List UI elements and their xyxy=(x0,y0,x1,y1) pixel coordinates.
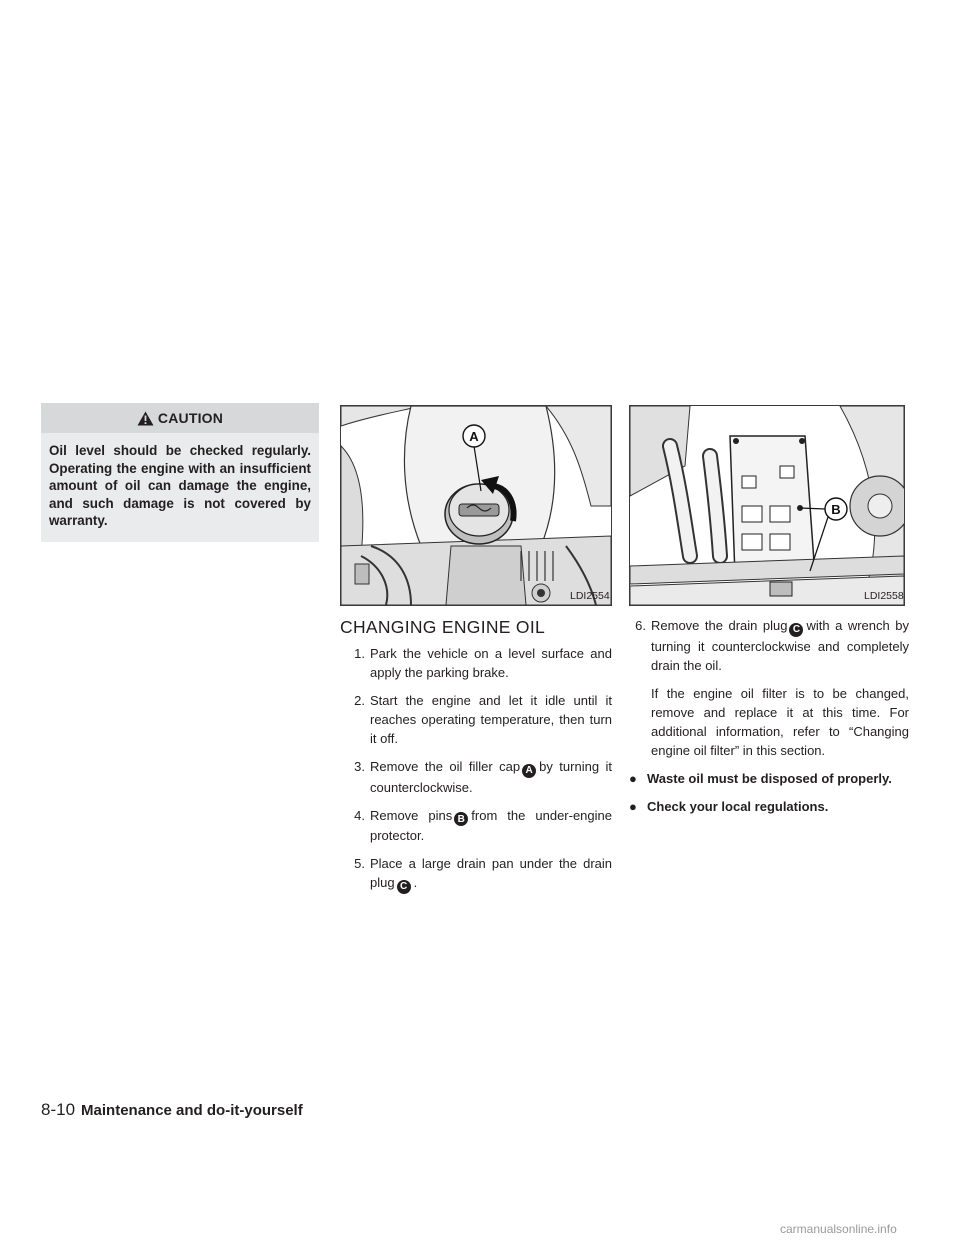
bullet-icon: ● xyxy=(629,770,637,786)
step-text-before: Remove pins xyxy=(370,807,453,823)
step-text-before: Remove the oil filler cap xyxy=(370,759,521,774)
figure-oil-filler-cap xyxy=(340,405,612,606)
step-6 xyxy=(629,616,909,675)
step-2 xyxy=(340,691,612,748)
step-1 xyxy=(340,644,612,682)
step-text-after: with a wrench by turning it counterclockwise and completely drain the oil. xyxy=(651,618,909,673)
caution-title: CAUTION xyxy=(157,410,224,426)
steps-column-left xyxy=(340,644,612,903)
page-footer xyxy=(41,1100,303,1120)
bullet-item xyxy=(629,769,909,788)
step-4 xyxy=(340,806,612,846)
step-number: 3. xyxy=(354,759,365,774)
step-text xyxy=(370,757,612,797)
step-3 xyxy=(340,757,612,797)
step-text: Park the vehicle on a level surface and apply the parking brake. xyxy=(370,646,612,680)
warning-icon xyxy=(137,411,154,426)
step-number: 5. xyxy=(354,856,365,871)
step-5 xyxy=(340,854,612,894)
step-text xyxy=(651,616,909,675)
step-number: 6. xyxy=(635,618,646,633)
page-number: 8-10 xyxy=(41,1100,76,1119)
step-number: 1. xyxy=(354,646,365,661)
step-number: 2. xyxy=(354,693,365,708)
step-text xyxy=(370,854,612,894)
engine-illustration-b xyxy=(630,406,904,605)
callout-b: B xyxy=(831,502,841,517)
callout-a: A xyxy=(469,429,479,444)
bullet-text: Waste oil must be disposed of properly. xyxy=(647,770,892,786)
ref-circle-c: C xyxy=(789,623,803,637)
step-number: 4. xyxy=(354,807,365,823)
figure-code-a: LDI2554 xyxy=(570,590,610,602)
engine-illustration-a xyxy=(341,406,611,605)
oil-filter-note: If the engine oil filter is to be changed, remove and replace it at this time. For additional information, refer to “Changing engine oil filter” in this section. xyxy=(651,685,909,758)
caution-header xyxy=(41,403,319,433)
step-text-after: . xyxy=(413,875,418,890)
figure-code-b: LDI2558 xyxy=(864,590,904,602)
step-text-after: from the under-engine protector. xyxy=(370,807,612,843)
watermark: carmanualsonline.info xyxy=(780,1222,897,1236)
step-text-before: Place a large drain pan under the drain plug xyxy=(370,856,612,890)
caution-text: Oil level should be checked regularly. Operating the engine with an insufficient amount of oil can damage the engine, and such damage is not covered by warranty. xyxy=(41,433,319,542)
caution-box xyxy=(41,403,319,542)
figure-under-engine-protector xyxy=(629,405,905,606)
bullet-icon: ● xyxy=(629,798,637,814)
step-text-after: by turning it counterclockwise. xyxy=(370,759,612,795)
step-text-before: Remove the drain plug xyxy=(651,618,788,633)
chapter-title: Maintenance and do-it-yourself xyxy=(81,1102,303,1119)
bullet-item xyxy=(629,797,909,816)
ref-circle-c: C xyxy=(397,880,411,894)
step-text: Start the engine and let it idle until it reaches operating temperature, then turn it off. xyxy=(370,693,612,746)
steps-column-right xyxy=(629,616,909,825)
ref-circle-b: B xyxy=(454,812,468,826)
ref-circle-a: A xyxy=(522,764,536,778)
bullet-text: Check your local regulations. xyxy=(647,798,829,814)
section-title: CHANGING ENGINE OIL xyxy=(340,617,546,637)
step-text xyxy=(370,806,612,846)
